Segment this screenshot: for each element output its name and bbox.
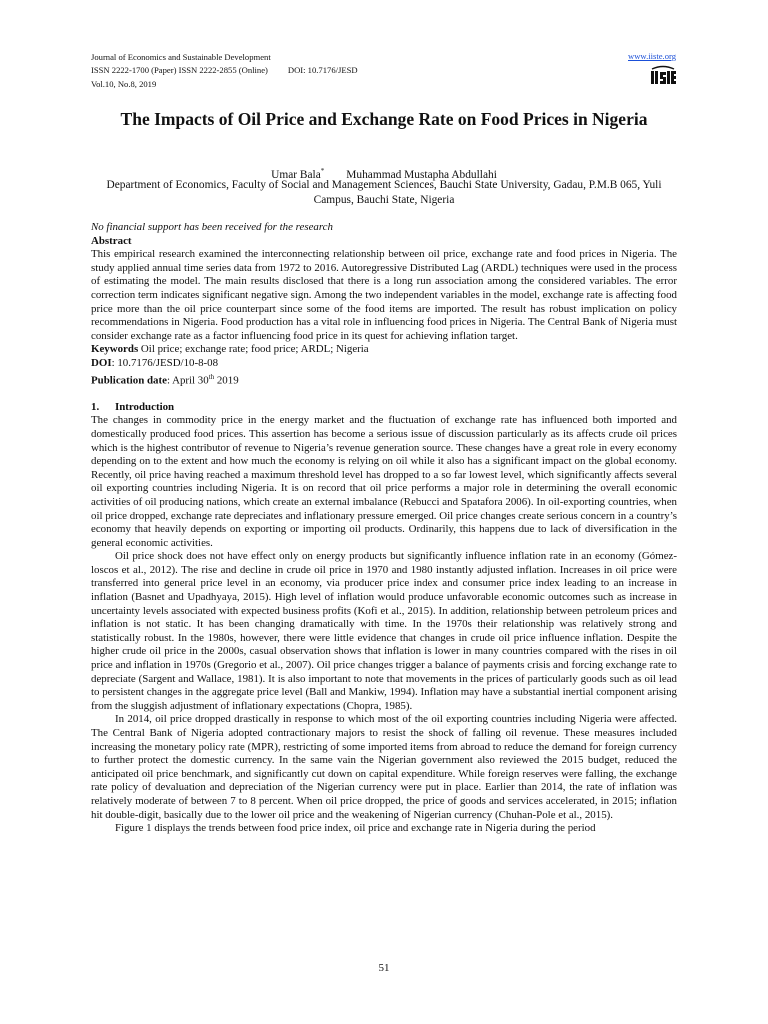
publication-label: Publication date — [91, 374, 167, 387]
iiste-logo — [650, 65, 676, 85]
author-name: Umar Bala — [271, 168, 321, 181]
journal-name: Journal of Economics and Sustainable Development — [91, 52, 271, 62]
author-name: Muhammad Mustapha Abdullahi — [346, 168, 497, 181]
journal-issn-line — [91, 64, 358, 77]
publication-date: : April 30 — [166, 374, 209, 387]
keywords-text: Oil price; exchange rate; food price; ARDL; Nigeria — [138, 343, 369, 356]
abstract-text: This empirical research examined the interconnecting relationship between oil price, exchange rate and food prices in Nigeria. The study applied annual time series data from 1972 to 2016. Autoregressive Distributed Lag (ARDL) techniques were used in the process of estimating the model. The main results disclosed that there is a long run association among the considered variables. The error correction term indicates significant negative sign. Among the two independent variables in the model, exchange rate is affecting food price more than the oil price counterpart since some of the food items are imported. The result has robust implication on policy recommendations in Nigeria. Food production has a vital role in influencing food prices in Nigeria. The Central Bank of Nigeria must consider exchange rate as a factor influencing food price in its quest for achieving inflation target. — [91, 248, 677, 342]
journal-issn: ISSN 2222-1700 (Paper) ISSN 2222-2855 (Online) — [91, 65, 268, 76]
keywords-line — [91, 343, 677, 357]
section-heading — [91, 401, 677, 415]
body-paragraph: Figure 1 displays the trends between food price index, oil price and exchange rate in Nigeria during the period — [115, 822, 596, 835]
doi-line — [91, 357, 677, 371]
publication-date-suffix: th — [208, 372, 215, 381]
body-paragraph: Oil price shock does not have effect only on energy products but significantly influence inflation rate in an economy (Gómez-loscos et al., 2012). The rise and decline in crude oil price in 1970 and 1980 instantly adjusted inflation. Increases in oil price were transferred into general price level in an economy, via producer price index and consumer price index leading to an increase in inflation (Basnet and Upadhyaya, 2015). High level of inflation would produce unfavorable economic outcomes such as increase in uncertainty levels associated with expected business profits (Kofi et al., 2015). In addition, relationship between petroleum prices and inflation is not static. It has been changing dramatically with time. In the 1970s their relationship was relatively strong and statistically robust. In the 1980s, however, there were little evidence that changes in crude oil price influence inflation. Despite the higher crude oil price in the 2000s, casual observation shows that inflation is lower in many countries compared with the rises in oil price and inflation in 1970s (Gregorio et al., 2007). Oil price changes trigger a balance of payments crisis and forcing exchange rate to depreciate (Sargent and Wallace, 1981). It is also important to note that movements in the prices of particularly goods such as oil lead to persistent changes in the aggregate price level (Ball and Mankiw, 1994). Inflation may have a substantial inertial component arising from the sluggish adjustment of inflationary expectations (Chopra, 1985). — [91, 550, 677, 712]
paper-title: The Impacts of Oil Price and Exchange Rate on Food Prices in Nigeria — [120, 109, 648, 129]
doi-text: : 10.7176/JESD/10-8-08 — [111, 356, 219, 369]
page-number: 51 — [378, 962, 390, 974]
paper-body — [91, 221, 677, 836]
section-number: 1. — [91, 400, 100, 413]
journal-header — [91, 51, 358, 91]
section-title: Introduction — [115, 400, 175, 413]
journal-volume: Vol.10, No.8, 2019 — [91, 78, 157, 89]
funding-note: No financial support has been received for the research — [91, 221, 333, 233]
doi-label: DOI — [91, 356, 112, 369]
publication-year: 2019 — [214, 374, 239, 387]
journal-doi: DOI: 10.7176/JESD — [287, 65, 358, 76]
publication-date-line — [91, 371, 677, 388]
abstract-heading: Abstract — [91, 234, 132, 247]
body-paragraph: In 2014, oil price dropped drastically in response to which most of the oil exporting countries including Nigeria were affected. The Central Bank of Nigeria adopted contractionary majors to resist the shock of falling oil revenue. These measures included increasing the monetary policy rate (MPR), restricting of some imported items from abroad to reduce the demand for foreign currency to further protect the domestic currency. In the same vain the Nigerian government also reviewed the 2015 budget, reduced the anticipated oil price benchmark, and significantly cut down on capital expenditure. While foreign reserves were falling, the exchange rate policy of devaluation and depreciation of the Nigerian currency were put in place. Earlier than 2014, the rate of inflation was relatively moderate of between 7 to 8 percent. When oil price dropped, the price of goods and services accelerated, in 2015; inflation hit double-digit, basically due to the lower oil price and the weakening of Nigerian currency (Chuhan-Pole et al., 2015). — [91, 713, 677, 821]
body-paragraph: The changes in commodity price in the energy market and the fluctuation of exchange rate has influenced both imported and domestically produced food prices. This assertion has become a serious issue of discussion particularly as its affects crude oil prices which is the highest contributor of revenue to Nigeria’s revenue generation source. These changes have a great role in every economy depending on to the extent and how much the economy is relying on oil while it also has a significant impact on the global economy. Recently, oil price having reached a maximum threshold level has dropped to a so far lowest level, which significantly affects several oil exporting countries including Nigeria. It is on record that oil price performs a major role in determining the overall economic activities of oil producing nations, which create an external imbalance (Rebucci and Spatafora 2006). In oil-exporting countries, when oil price dropped, exchange rate depreciates and inflationary pressure emerged. Oil price changes create serious concern in a country’s economy that heavily depends on exporting or importing oil products. Ordinarily, this happens due to lack of diversification in the general economic activities. — [91, 414, 677, 549]
affiliation: Department of Economics, Faculty of Social and Management Sciences, Bauchi State University, Gadau, P.M.B 065, Yuli Campus, Bauchi State, Nigeria — [106, 179, 662, 206]
journal-url-link[interactable]: www.iiste.org — [628, 51, 676, 61]
journal-header-right — [628, 51, 676, 90]
keywords-label: Keywords — [91, 343, 139, 356]
corresponding-mark: * — [320, 167, 325, 175]
